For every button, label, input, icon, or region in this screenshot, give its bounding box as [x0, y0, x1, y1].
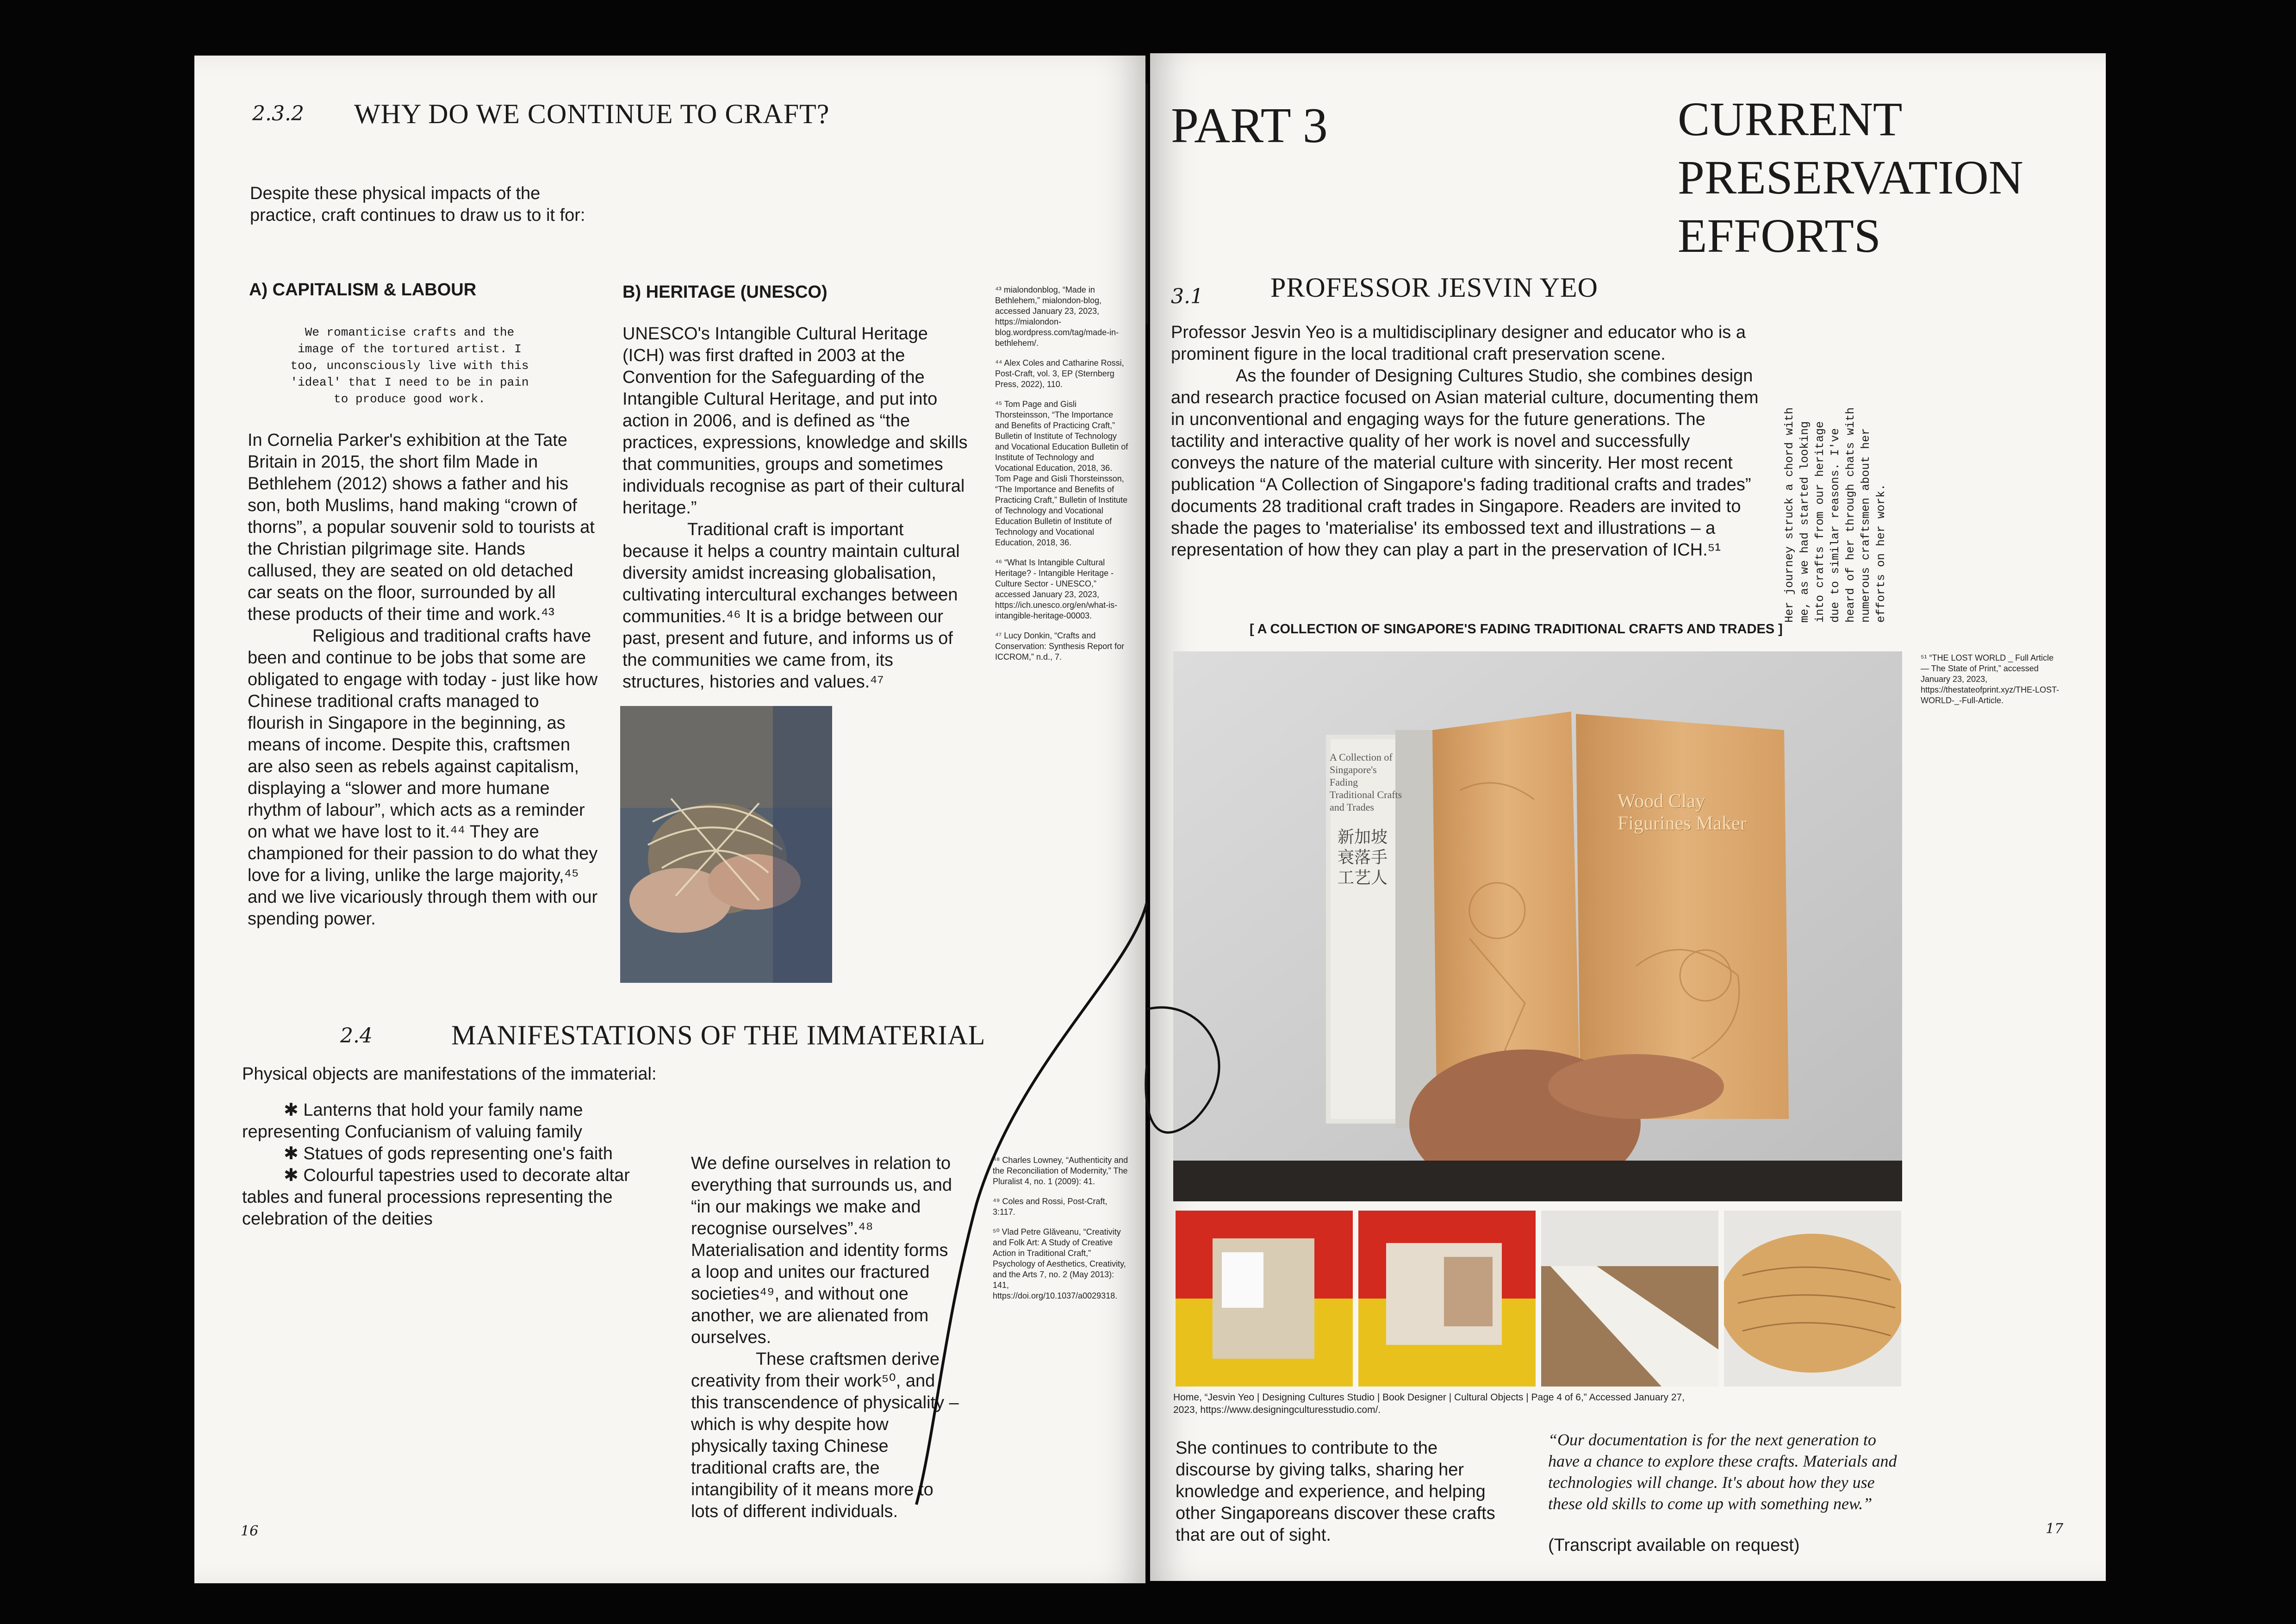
capitalism-para-2: Religious and traditional crafts have been and continue to be jobs that some are obligated to engage with today - just like how Chinese traditional crafts managed to flourish in Singapore in the beginning, as means of income. Despite this, craftsmen are also seen as rebels against capitalism, displaying a “slower and more humane rhythm of labour”, which acts as a reminder on what we have lost to it.⁴⁴ They are championed for their passion to do what they love for a living, unlike the large majority,⁴⁵ and we live vicariously through them with our spending power. — [248, 626, 598, 929]
manifest-para-2: These craftsmen derive creativity from their work⁵⁰, and this transcendence of physicality – which is why despite how physically taxing Chinese traditional crafts are, the intangibility of it means more to lots of different individuals. — [691, 1349, 959, 1521]
part-label: PART 3 — [1171, 98, 1328, 153]
section-number-31: 3.1 — [1171, 285, 1203, 308]
section-number-232: 2.3.2 — [252, 102, 304, 125]
bullet-statues: ✱ Statues of gods representing one's faith — [284, 1144, 613, 1163]
bullet-tapestries: ✱ Colourful tapestries used to decorate altar tables and funeral processions representing the celebration of the deities — [242, 1166, 630, 1229]
jesvin-quote: “Our documentation is for the next generation to have a chance to explore these crafts. Materials and technologies will change. It's about how they use these old skills to come up with something new.” — [1548, 1430, 1897, 1513]
footnote-51: ⁵¹ “THE LOST WORLD _ Full Article — The State of Print,” accessed January 23, 2023, https://thestateofprint.xyz/THE-LOST-WORLD-_-Full-Article. — [1921, 653, 2060, 705]
book-page-title: Wood Clay Figurines Maker — [1618, 791, 1747, 834]
capitalism-heading: A) CAPITALISM & LABOUR — [249, 280, 477, 300]
page-number-left: 16 — [241, 1523, 259, 1539]
figure-caption-title: [ A COLLECTION OF SINGAPORE'S FADING TRADITIONAL CRAFTS AND TRADES ] — [1250, 622, 1783, 637]
bullet-lanterns: ✱ Lanterns that hold your family name representing Confucianism of valuing family — [242, 1100, 583, 1142]
jesvin-para-2: As the founder of Designing Cultures Studio, she combines design and research practice focused on Asian material culture, documenting them in unconventional and engaging ways for the future generations. The tactility and interactive quality of her work is novel and successfully conveys the nature of the material culture with sincerity. Her most recent publication “A Collection of Singapore's fading traditional crafts and trades” documents 28 traditional craft trades in Singapore. Readers are invited to shade the pages to 'materialise' its embossed text and illustrations – a representation of how they can play a part in the preservation of ICH.⁵¹ — [1171, 366, 1759, 560]
jesvin-para-3: She continues to contribute to the discourse by giving talks, sharing her knowledge and experience, and helping other Singaporeans discover these crafts that are out of sight. — [1176, 1438, 1495, 1545]
footnote-47: ⁴⁷ Lucy Donkin, “Crafts and Conservation: Synthesis Report for ICCROM,” n.d., 7. — [995, 631, 1125, 662]
section-number-24: 2.4 — [340, 1024, 373, 1048]
heritage-para-1: UNESCO's Intangible Cultural Heritage (ICH) was first drafted in 2003 at the Convention for the Safeguarding of the Intangible Cultural Heritage, and put into action in 2006, and is defined as “the practices, expressions, knowledge and skills that communities, groups and sometimes individuals recognise as part of their cultural heritage.” — [622, 324, 968, 518]
section-title-232: WHY DO WE CONTINUE TO CRAFT? — [354, 99, 830, 129]
footnote-48: ⁴⁸ Charles Lowney, “Authenticity and the Reconciliation of Modernity,” The Pluralist 4, no. 1 (2009): 41. — [993, 1156, 1128, 1186]
footnote-44: ⁴⁴ Alex Coles and Catharine Rossi, Post-Craft, vol. 3, EP (Sternberg Press, 2022), 110. — [995, 358, 1124, 389]
heritage-para-2: Traditional craft is important because it helps a country maintain cultural diversity amidst increasing globalisation, cultivating intercultural exchanges between communities.⁴⁶ It is a bridge between our past, present and future, and informs us of the communities we came from, its structures, histories and values.⁴⁷ — [622, 520, 960, 692]
capitalism-quote: We romanticise crafts and the image of the tortured artist. I too, unconsciously live with this 'ideal' that I need to be in pain to produce good work. — [290, 325, 529, 406]
footnote-46: ⁴⁶ “What Is Intangible Cultural Heritage? - Intangible Heritage - Culture Sector - UNESCO,” accessed January 23, 2023, https://ich.unesco.org/en/what-is-intangible-heritage-00003. — [995, 558, 1118, 620]
manifest-intro: Physical objects are manifestations of the immaterial: — [242, 1064, 657, 1084]
part-title: CURRENT PRESERVATION EFFORTS — [1678, 93, 2023, 262]
manifest-para-1: We define ourselves in relation to everything that surrounds us, and “in our makings we make and recognise ourselves”.⁴⁸ Materialisation and identity forms a loop and unites our fractured societies⁴⁹, and without one another, we are alienated from ourselves. — [691, 1154, 952, 1347]
book-cover-title-en: A Collection of Singapore's Fading Traditional Crafts and Trades — [1330, 751, 1402, 813]
quote-note: (Transcript available on request) — [1548, 1536, 1800, 1555]
section-title-31: PROFESSOR JESVIN YEO — [1270, 272, 1598, 303]
footnote-45: ⁴⁵ Tom Page and Gisli Thorsteinsson, “The Importance and Benefits of Practicing Craft,” Bulletin of Institute of Technology and Vocational Education Bulletin of Institute of Technology and Vocational Education, 2018, 36. Tom Page and Gisli Thorsteinsson, “The Importance and Benefits of Practicing Craft,” Bulletin of Institute of Technology and Vocational Education Bulletin of Institute of Technology and Vocational Education, 2018, 36. — [995, 400, 1128, 547]
book-cover-title-zh: 新加坡衰落手工艺人 — [1338, 828, 1388, 887]
footnote-49: ⁴⁹ Coles and Rossi, Post-Craft, 3:117. — [993, 1197, 1108, 1217]
side-note: Her journey struck a chord with me, as we had started looking into crafts from our heritage due to similar reasons. I've heard of her through chats with numerous craftsmen about her efforts on her work. — [1783, 407, 1888, 623]
footnote-50: ⁵⁰ Vlad Petre Glăveanu, “Creativity and Folk Art: A Study of Creative Action in Traditional Craft,” Psychology of Aesthetics, Creativity, and the Arts 7, no. 2 (May 2013): 141, https://doi.org/10.1037/a0029318. — [993, 1227, 1126, 1300]
image-credit: Home, “Jesvin Yeo | Designing Cultures Studio | Book Designer | Cultural Objects | Page 4 of 6,” Accessed January 27, 2023, https://www.designingculturesstudio.com/. — [1173, 1392, 1685, 1415]
section-title-24: MANIFESTATIONS OF THE IMMATERIAL — [451, 1020, 986, 1050]
intro-text: Despite these physical impacts of the practice, craft continues to draw us to it for: — [250, 184, 585, 225]
page-number-right: 17 — [2046, 1521, 2064, 1537]
heritage-heading: B) HERITAGE (UNESCO) — [622, 282, 828, 302]
capitalism-para-1: In Cornelia Parker's exhibition at the Tate Britain in 2015, the short film Made in Bethlehem (2012) shows a father and his son, both Muslims, hand making “crown of thorns”, a popular souvenir sold to tourists at the Christian pilgrimage site. Hands callused, they are seated on old detached car seats on the floor, surrounded by all these products of their time and work.⁴³ — [248, 431, 595, 624]
jesvin-para-1: Professor Jesvin Yeo is a multidisciplinary designer and educator who is a prominent figure in the local traditional craft preservation scene. — [1171, 323, 1746, 364]
footnote-43: ⁴³ mialondonblog, “Made in Bethlehem,” mialondon-blog, accessed January 23, 2023, https://mialondon-blog.wordpress.com/tag/made-in-bethlehem/. — [995, 285, 1119, 348]
